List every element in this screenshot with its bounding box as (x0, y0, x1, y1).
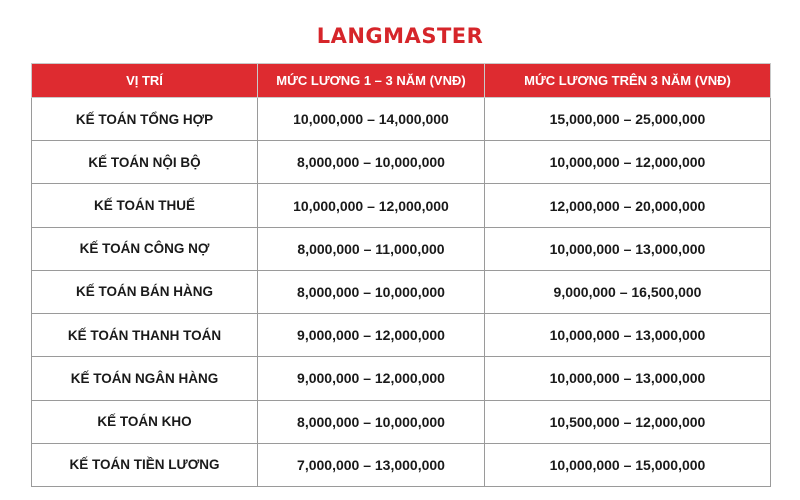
salary-1-3-cell: 10,000,000 – 12,000,000 (258, 184, 485, 227)
table-row (32, 141, 771, 184)
salary-1-3-cell: 8,000,000 – 11,000,000 (258, 227, 485, 270)
salary-over-3-cell: 10,000,000 – 13,000,000 (485, 314, 771, 357)
position-cell: KẾ TOÁN NỘI BỘ (32, 141, 258, 184)
position-cell: KẾ TOÁN CÔNG NỢ (32, 227, 258, 270)
salary-table (31, 63, 771, 487)
position-cell: KẾ TOÁN THANH TOÁN (32, 314, 258, 357)
position-cell: KẾ TOÁN KHO (32, 400, 258, 443)
table-row (32, 270, 771, 313)
salary-over-3-cell: 10,500,000 – 12,000,000 (485, 400, 771, 443)
salary-over-3-cell: 15,000,000 – 25,000,000 (485, 98, 771, 141)
position-cell: KẾ TOÁN BÁN HÀNG (32, 270, 258, 313)
table-row (32, 98, 771, 141)
salary-over-3-cell: 10,000,000 – 15,000,000 (485, 443, 771, 486)
salary-1-3-cell: 9,000,000 – 12,000,000 (258, 357, 485, 400)
salary-1-3-cell: 10,000,000 – 14,000,000 (258, 98, 485, 141)
header-position: VỊ TRÍ (32, 64, 258, 98)
table-row (32, 314, 771, 357)
position-cell: KẾ TOÁN THUẾ (32, 184, 258, 227)
position-cell: KẾ TOÁN NGÂN HÀNG (32, 357, 258, 400)
salary-over-3-cell: 10,000,000 – 12,000,000 (485, 141, 771, 184)
table-row (32, 357, 771, 400)
salary-1-3-cell: 7,000,000 – 13,000,000 (258, 443, 485, 486)
salary-1-3-cell: 8,000,000 – 10,000,000 (258, 400, 485, 443)
header-salary-over-3-years: MỨC LƯƠNG TRÊN 3 NĂM (VNĐ) (485, 64, 771, 98)
langmaster-logo: LANGMASTER (316, 24, 484, 48)
salary-1-3-cell: 8,000,000 – 10,000,000 (258, 270, 485, 313)
salary-over-3-cell: 9,000,000 – 16,500,000 (485, 270, 771, 313)
position-cell: KẾ TOÁN TIỀN LƯƠNG (32, 443, 258, 486)
table-row (32, 227, 771, 270)
salary-1-3-cell: 8,000,000 – 10,000,000 (258, 141, 485, 184)
salary-over-3-cell: 12,000,000 – 20,000,000 (485, 184, 771, 227)
position-cell: KẾ TOÁN TỔNG HỢP (32, 98, 258, 141)
table-header-row (32, 64, 771, 98)
salary-1-3-cell: 9,000,000 – 12,000,000 (258, 314, 485, 357)
table-row (32, 184, 771, 227)
table-row (32, 400, 771, 443)
table-row (32, 443, 771, 486)
salary-over-3-cell: 10,000,000 – 13,000,000 (485, 227, 771, 270)
header-salary-1-3-years: MỨC LƯƠNG 1 – 3 NĂM (VNĐ) (258, 64, 485, 98)
salary-over-3-cell: 10,000,000 – 13,000,000 (485, 357, 771, 400)
